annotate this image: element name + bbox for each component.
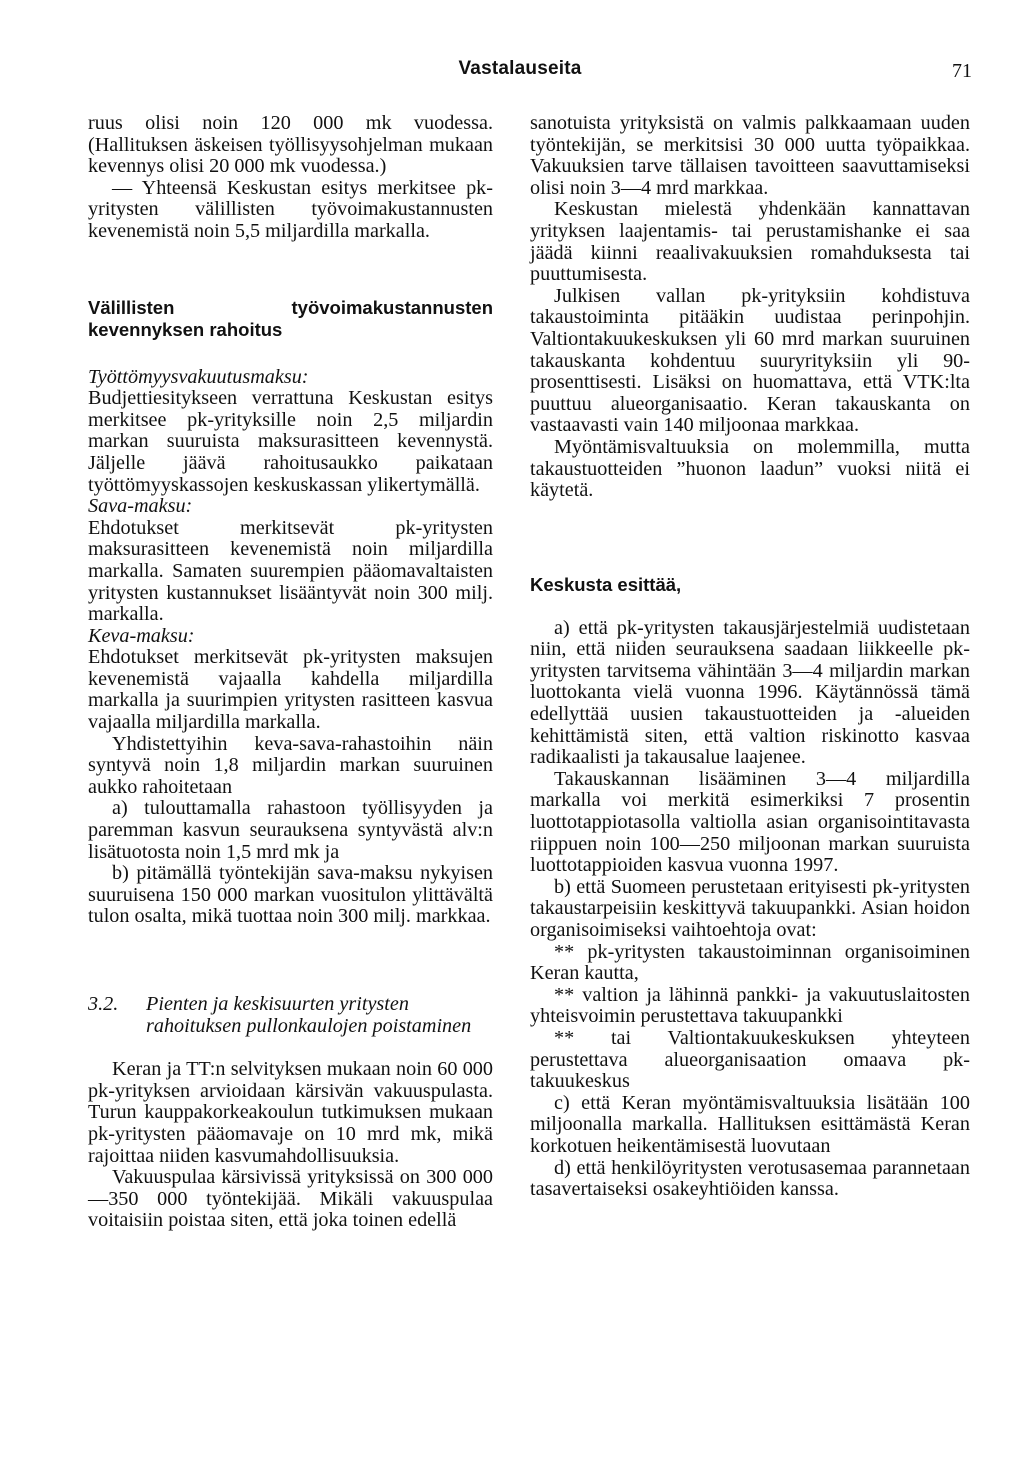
- paragraph: Yhdistettyihin keva-sava-rahastoihin näin syntyvä noin 1,8 miljardin markan suuruinen aukko rahoitetaan: [88, 732, 493, 798]
- paragraph: d) että henkilöyritysten verotusasemaa parannetaan tasavertaiseksi osakeyhtiöiden kanssa.: [530, 1156, 970, 1201]
- paragraph: Myöntämisvaltuuksia on molemmilla, mutta takaustuotteiden ”huonon laadun” vuoksi niitä ei käytetä.: [530, 435, 970, 502]
- section-heading: Välillisten työvoimakustannusten kevennyksen rahoitus: [88, 296, 493, 340]
- paragraph: a) että pk-yritysten takausjärjestelmiä uudistetaan niin, että niiden seurauksena saadaan liikkeelle pk-yritysten tarvitsema vähintään 3—4 miljardin markan luottokanta vielä vuonna 1996. Käytännössä tämä edellyttää uusien takaustuotteiden ja -alueiden kehittämistä siten, että valtion riskinotto kasvaa radikaalisti ja takausalue laajenee.: [530, 616, 970, 769]
- paragraph: Budjettiesitykseen verrattuna Keskustan esitys merkitsee pk-yrityksille noin 2,5 miljardin markan suuruista maksurasitteen kevennystä. Jäljelle jäävä rahoitusaukko paikataan työttömyyskassojen keskuskassan ylikertymällä.: [88, 387, 493, 496]
- numbered-section-title: [88, 994, 493, 1037]
- list-item: ** pk-yritysten takaustoiminnan organisoiminen Keran kautta,: [530, 940, 970, 985]
- paragraph: Julkisen vallan pk-yrityksiin kohdistuva takaustoiminta pitääkin uudistaa perinpohjin. Valtiontakuukeskuksen yli 60 mrd markan suuruinen takauskanta kohdentuu suuryrityksiin yli 90-prosenttisesti. Lisäksi on huomattava, että VTK:lta puuttuu alueorganisaatio. Keran takauskanta on vastaavasti vain 140 miljoonaa markkaa.: [530, 284, 970, 437]
- paragraph: Keran ja TT:n selvityksen mukaan noin 60 000 pk-yrityksen arvioidaan kärsivän vakuuspulasta. Turun kauppakorkeakoulun tutkimuksen mukaan pk-yritysten pääomavaje on 10 mrd mk, mikä rajoittaa niiden kasvumahdollisuuksia.: [88, 1058, 493, 1167]
- section-heading: Keskusta esittää,: [530, 573, 682, 595]
- list-item: ** tai Valtiontakuukeskuksen yhteyteen perustettava alueorganisaation omaava pk-takuukeskus: [530, 1026, 970, 1093]
- paragraph: Ehdotukset merkitsevät pk-yritysten maksujen kevenemistä vajaalla kahdella miljardilla markalla ja suurimpien yritysten rasitteen kasvua vajaalla miljardilla markalla.: [88, 646, 493, 734]
- section-title-text: Pienten ja keskisuurten yritysten rahoituksen pullonkaulojen poistaminen: [146, 993, 472, 1037]
- section-number: 3.2.: [88, 993, 119, 1015]
- list-item: ** valtion ja lähinnä pankki- ja vakuutuslaitosten yhteisvoimin perustettava takuupankki: [530, 983, 970, 1028]
- page-number: 71: [952, 60, 972, 82]
- paragraph: c) että Keran myöntämisvaltuuksia lisätään 100 miljoonalla markalla. Hallituksen esittämästä Keran korkotuen heikentämisestä luovutaan: [530, 1091, 970, 1157]
- paragraph: — Yhteensä Keskustan esitys merkitsee pk-yritysten välillisten työvoimakustannusten kevenemistä noin 5,5 miljardilla markalla.: [88, 176, 493, 242]
- paragraph: Ehdotukset merkitsevät pk-yritysten maksurasitteen kevenemistä noin miljardilla markalla. Samaten suurempien pääomavaltaisten yritysten kustannukset lisääntyvät noin 300 milj. markalla.: [88, 516, 493, 626]
- subheading-label: Sava-maksu:: [88, 495, 193, 518]
- paragraph: b) pitämällä työntekijän sava-maksu nykyisen suuruisena 150 000 markan vuositulon ylittävältä tulon osalta, mikä tuottaa noin 300 milj. markkaa.: [88, 862, 493, 928]
- left-column: [88, 113, 493, 1232]
- paragraph: Keskustan mielestä yhdenkään kannattavan yrityksen laajentamis- tai perustamishanke ei saa jäädä kiinni reaalivakuuksien romahduksesta tai puuttumisesta.: [530, 198, 970, 286]
- paragraph: sanotuista yrityksistä on valmis palkkaamaan uuden työntekijän, se merkitsisi 30 000 uutta työpaikkaa. Vakuuksien tarve tällaisen tavoitteen saavuttamiseksi olisi noin 3—4 mrd markkaa.: [530, 112, 970, 199]
- paragraph: b) että Suomeen perustetaan erityisesti pk-yritysten takaustarpeisiin keskittyvä takuupankki. Asian hoidon organisoimiseksi vaihtoehtoja ovat:: [530, 875, 970, 941]
- subheading-label: Keva-maksu:: [88, 624, 195, 647]
- right-column: [530, 113, 970, 1201]
- paragraph: a) tulouttamalla rahastoon työllisyyden ja paremman kasvun seurauksena syntyvästä alv:n lisätuotosta noin 1,5 mrd mk ja: [88, 797, 493, 863]
- paragraph: Vakuuspulaa kärsivissä yrityksissä on 300 000—350 000 työntekijää. Mikäli vakuuspulaa voitaisiin poistaa siten, että joka toinen edellä: [88, 1166, 493, 1232]
- subheading-label: Työttömyysvakuutusmaksu:: [88, 365, 309, 388]
- paragraph: ruus olisi noin 120 000 mk vuodessa. (Hallituksen äskeisen työllisyysohjelman mukaan kevennys olisi 20 000 mk vuodessa.): [88, 112, 493, 178]
- paragraph: Takauskannan lisääminen 3—4 miljardilla markalla voi merkitä esimerkiksi 7 prosentin luottotappiotasolla valtiolla asian organisointitavasta riippuen noin 100—250 miljoonan markan suuruista luottotappioiden kasvua vuonna 1997.: [530, 767, 970, 877]
- running-header-title: Vastalauseita: [458, 58, 582, 79]
